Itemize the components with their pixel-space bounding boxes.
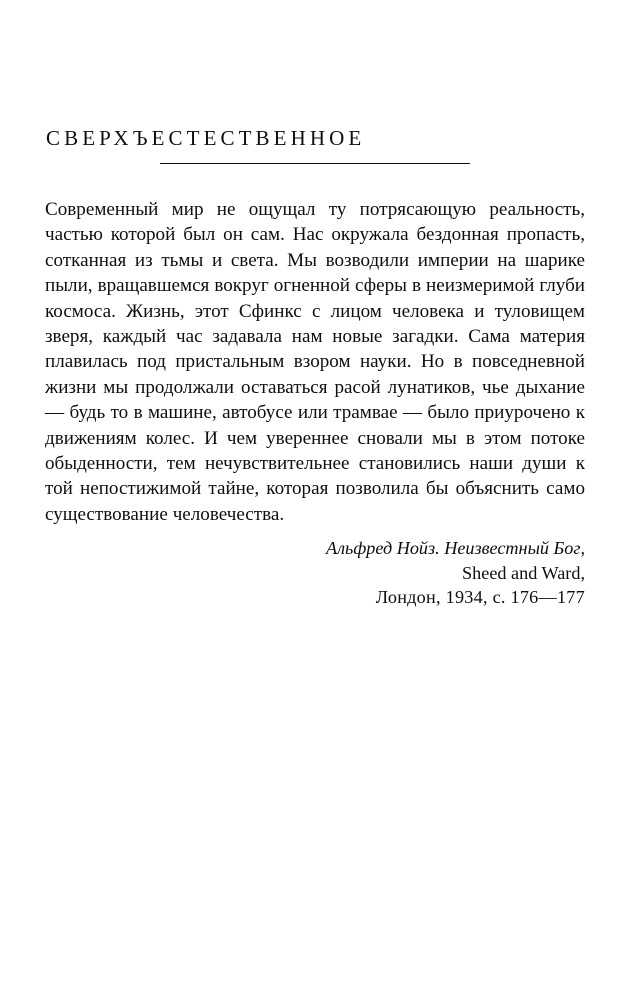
source-place-year-pages: Лондон, 1934, с. 176—177 xyxy=(375,587,585,608)
page-content xyxy=(45,128,585,610)
title-divider xyxy=(160,163,470,164)
source-attribution xyxy=(45,527,585,610)
source-publisher: Sheed and Ward, xyxy=(462,562,585,583)
body-paragraph: Современный мир не ощущал ту потрясающую реальность, частью которой был он сам. Нас окружала бездонная пропасть, сотканная из тьмы и света. Мы возводили империи на шарике пыли, вращавшемся вокруг огненной сферы в неизмеримой глуби космоса. Жизнь, этот Сфинкс с лицом человека и туловищем зверя, каждый час задавала нам новые загадки. Сама материя плавилась под пристальным взором науки. Но в повседневной жизни мы продолжали оставаться расой лунатиков, чье дыхание — будь то в машине, автобусе или трамвае — было приурочено к движениям колес. И чем увереннее сновали мы в этом потоке обыденности, тем нечувствительнее становились наши души к той непостижимой тайне, которая позволила бы объяснить само существование человечества. xyxy=(45,199,585,525)
source-work: Альфред Нойз. Неизвестный Бог, xyxy=(326,538,585,559)
page-title: СВЕРХЪЕСТЕСТВЕННОЕ xyxy=(46,126,366,150)
